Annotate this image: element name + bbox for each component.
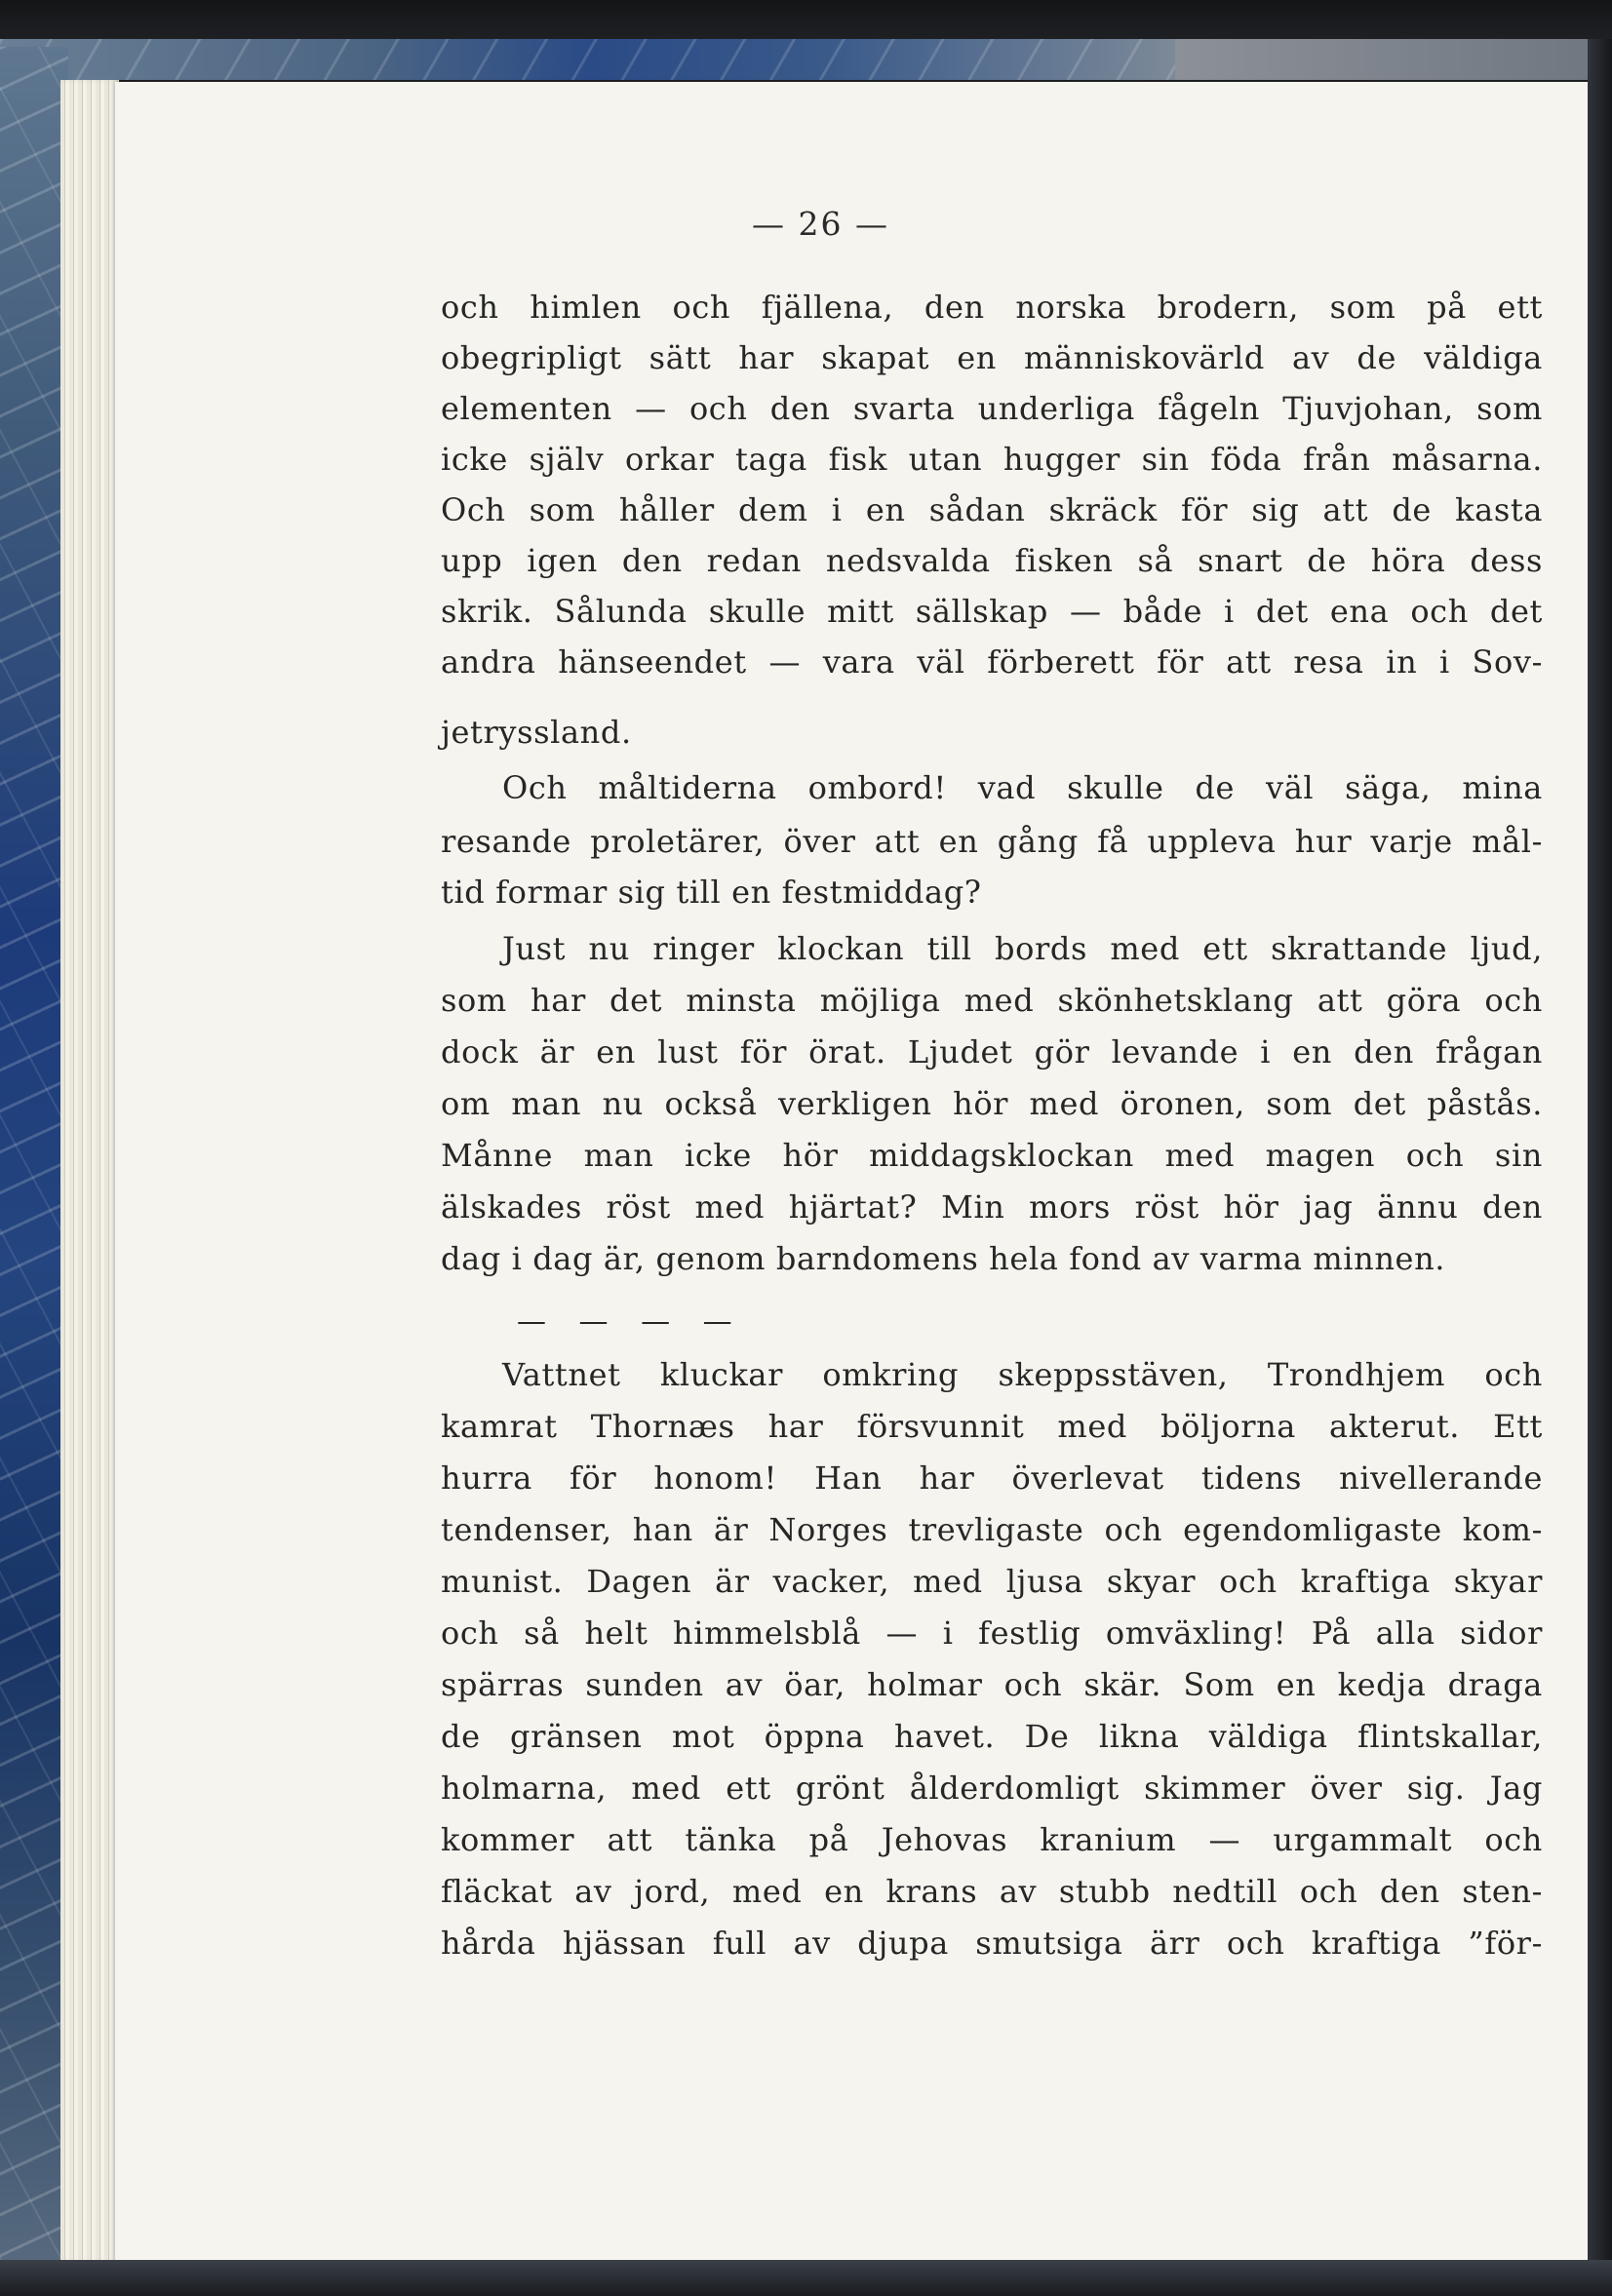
text-line: de gränsen mot öppna havet. De likna väldiga flintskallar, — [441, 1718, 1543, 1755]
scan-background-bottom — [0, 2260, 1612, 2296]
text-line: dock är en lust för örat. Ljudet gör levande i en den frågan — [441, 1033, 1543, 1070]
text-line: och så helt himmelsblå — i festlig omväxling! På alla sidor — [441, 1615, 1543, 1652]
text-line: om man nu också verkligen hör med öronen, som det påstås. — [441, 1085, 1543, 1122]
text-line: fläckat av jord, med en krans av stubb nedtill och den sten- — [441, 1873, 1543, 1910]
page-edges — [60, 80, 119, 2272]
text-line: Månne man icke hör middagsklockan med magen och sin — [441, 1137, 1543, 1174]
text-line: Just nu ringer klockan till bords med ett skrattande ljud, — [502, 930, 1543, 967]
text-line: Och som håller dem i en sådan skräck för sig att de kasta — [441, 491, 1543, 528]
text-line: obegripligt sätt har skapat en människovärld av de väldiga — [441, 339, 1543, 376]
marbled-cover-top — [0, 39, 1180, 80]
text-line: resande proletärer, över att en gång få uppleva hur varje mål- — [441, 823, 1543, 860]
text-line: skrik. Sålunda skulle mitt sällskap — både i det ena och det — [441, 593, 1543, 630]
text-line: dag i dag är, genom barndomens hela fond av varma minnen. — [441, 1240, 1446, 1277]
text-line: spärras sunden av öar, holmar och skär. Som en kedja draga — [441, 1666, 1543, 1703]
text-line: jetryssland. — [441, 714, 632, 751]
text-line: och himlen och fjällena, den norska brodern, som på ett — [441, 289, 1543, 326]
text-line: holmarna, med ett grönt ålderdomligt skimmer över sig. Jag — [441, 1770, 1543, 1807]
text-line: tendenser, han är Norges trevligaste och egendomligaste kom- — [441, 1511, 1543, 1548]
section-separator: — — — — — [517, 1304, 744, 1339]
text-line: elementen — och den svarta underliga fågeln Tjuvjohan, som — [441, 390, 1543, 427]
text-line: munist. Dagen är vacker, med ljusa skyar och kraftiga skyar — [441, 1563, 1543, 1600]
text-line: kommer att tänka på Jehovas kranium — urgammalt och — [441, 1821, 1543, 1858]
text-line: Och måltiderna ombord! vad skulle de väl säga, mina — [502, 769, 1543, 806]
text-line: älskades röst med hjärtat? Min mors röst hör jag ännu den — [441, 1188, 1543, 1226]
text-line: hurra för honom! Han har överlevat tidens nivellerande — [441, 1459, 1543, 1497]
cover-edge-right — [1588, 39, 1612, 2272]
text-line: hårda hjässan full av djupa smutsiga ärr och kraftiga ”för- — [441, 1925, 1543, 1962]
text-line: upp igen den redan nedsvalda fisken så snart de höra dess — [441, 542, 1543, 579]
text-line: icke själv orkar taga fisk utan hugger sin föda från måsarna. — [441, 441, 1543, 478]
marbled-cover-left — [0, 47, 68, 2260]
text-line: tid formar sig till en festmiddag? — [441, 874, 982, 911]
text-line: som har det minsta möjliga med skönhetsklang att göra och — [441, 982, 1543, 1019]
text-line: Vattnet kluckar omkring skeppsstäven, Trondhjem och — [502, 1356, 1543, 1393]
text-line: kamrat Thornæs har försvunnit med böljorna akterut. Ett — [441, 1408, 1543, 1445]
page-number: — 26 — — [752, 205, 889, 243]
text-line: andra hänseendet — vara väl förberett för att resa in i Sov- — [441, 643, 1543, 681]
cover-top-right — [1175, 39, 1612, 80]
